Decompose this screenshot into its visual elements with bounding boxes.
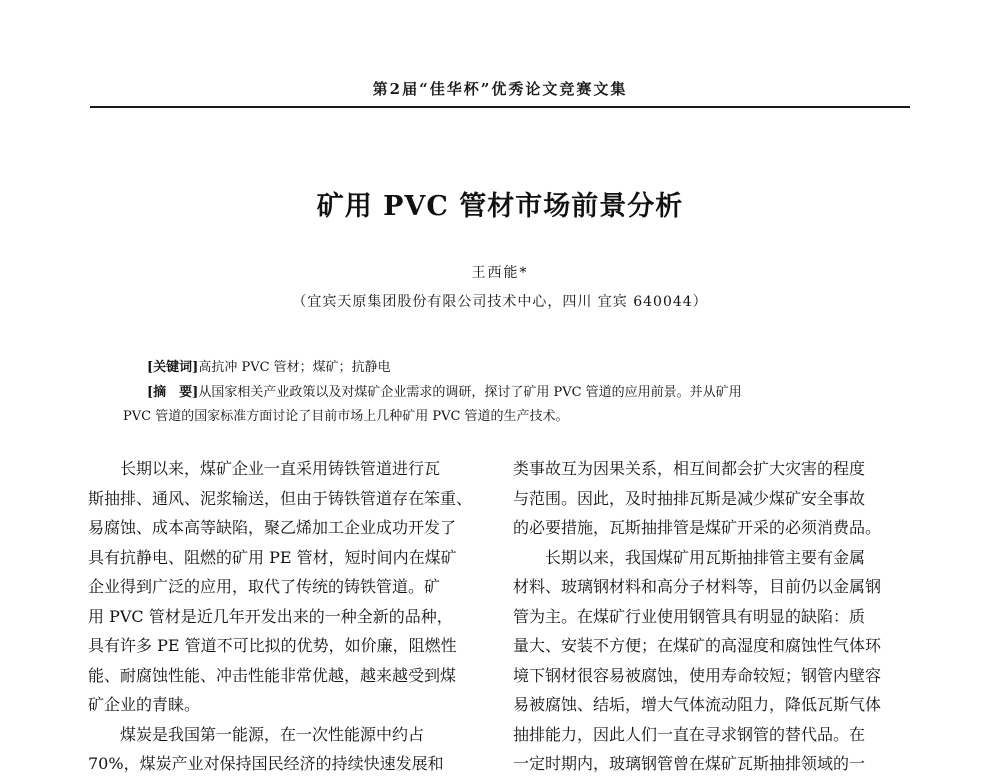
abstract-line-1: 从国家相关产业政策以及对煤矿企业需求的调研，探讨了矿用 PVC 管道的应用前景。并从矿用 [198,385,742,400]
body-column-left [88,454,488,779]
header-rule [90,106,910,108]
body-line: 境下钢材很容易被腐蚀，使用寿命较短；钢管内壁容 [513,665,882,685]
body-line: 能、耐腐蚀性能、冲击性能非常优越，越来越受到煤 [88,665,457,685]
body-line: 具有抗静电、阻燃的矿用 PE 管材，短时间内在煤矿 [88,547,457,567]
article-title: 矿用 PVC 管材市场前景分析 [316,191,684,222]
body-line: 长期以来，煤矿企业一直采用铸铁管道进行瓦 [88,459,441,478]
body-line: 管为主。在煤矿行业使用钢管具有明显的缺陷：质 [513,606,866,626]
body-line: 矿企业的青睐。 [88,695,201,714]
body-line: 易被腐蚀、结垢，增大气体流动阻力，降低瓦斯气体 [513,695,882,714]
body-column-right [513,454,913,779]
body-line: 类事故互为因果关系，相互间都会扩大灾害的程度 [513,459,866,478]
keywords-label: [关键词] [147,360,199,375]
author-affiliation: （宜宾天原集团股份有限公司技术中心，四川 宜宾 640044） [292,294,708,310]
body-line: 斯抽排、通风、泥浆输送，但由于铸铁管道存在笨重、 [88,488,473,508]
body-line: 易腐蚀、成本高等缺陷，聚乙烯加工企业成功开发了 [88,518,457,537]
body-line: 用 PVC 管材是近几年开发出来的一种全新的品种， [88,606,453,626]
abstract-label: [摘 要] [147,385,199,400]
body-line: 企业得到广泛的应用，取代了传统的铸铁管道。矿 [88,577,441,596]
body-line: 的必要措施，瓦斯抽排管是煤矿开采的必须消费品。 [513,518,882,537]
body-line: 与范围。因此，及时抽排瓦斯是减少煤矿安全事故 [513,488,866,508]
abstract [147,381,887,400]
body-line: 长期以来，我国煤矿用瓦斯抽排管主要有金属 [513,547,866,567]
author-name: 王西能* [471,265,529,281]
keywords-text: 高抗冲 PVC 管材；煤矿；抗静电 [198,360,391,375]
abstract-line-2: PVC 管道的国家标准方面讨论了目前市场上几种矿用 PVC 管道的生产技术。 [123,409,569,424]
body-line: 量大、安装不方便；在煤矿的高湿度和腐蚀性气体环 [513,636,882,655]
body-line: 具有许多 PE 管道不可比拟的优势，如价廉，阻燃性 [88,636,457,655]
body-line: 煤炭是我国第一能源，在一次性能源中约占 [88,724,425,744]
body-line: 材料、玻璃钢材料和高分子材料等，目前仍以金属钢 [513,577,882,596]
keywords [147,356,887,375]
body-line: 抽排能力，因此人们一直在寻求钢管的替代品。在 [513,724,866,744]
running-header: 第2届“佳华杯”优秀论文竞赛文集 [372,80,628,98]
body-line: 一定时期内，玻璃钢管曾在煤矿瓦斯抽排领域的一 [513,754,866,773]
body-line: 70%，煤炭产业对保持国民经济的持续快速发展和 [88,754,444,773]
